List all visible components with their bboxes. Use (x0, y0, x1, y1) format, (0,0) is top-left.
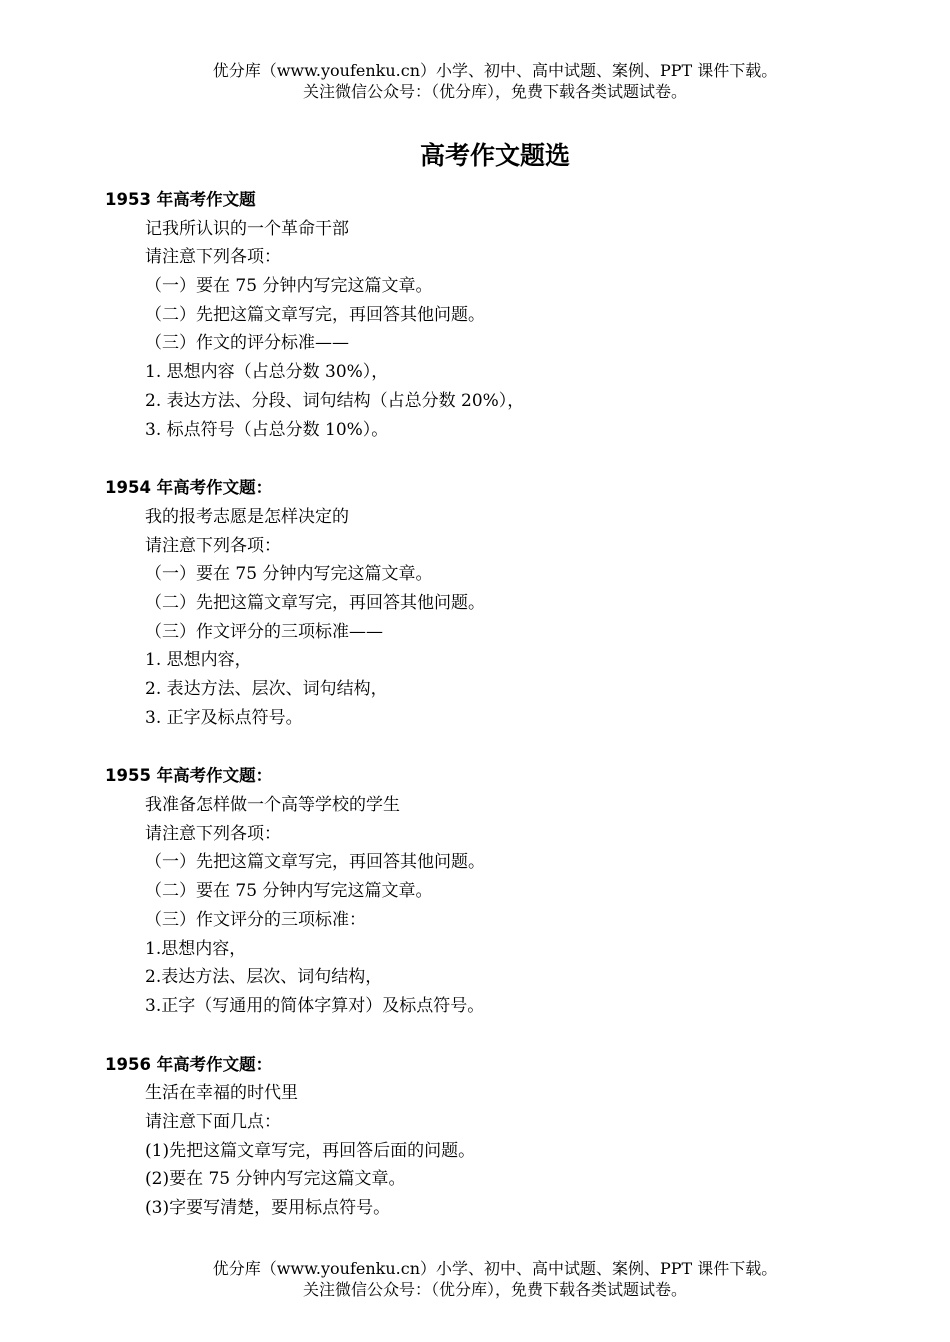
criteria-line: 1. 思想内容（占总分数 30%）， (145, 362, 389, 383)
instruction-line: (3)字要写清楚，要用标点符号。 (145, 1198, 391, 1218)
essay-topic: 我准备怎样做一个高等学校的学生 (145, 795, 400, 816)
instruction-line: （三）作文评分的三项标准—— (145, 621, 383, 642)
document-title: 高考作文题选 (419, 141, 570, 170)
instruction-line: （三）作文评分的三项标准： (145, 909, 366, 930)
criteria-line: 3. 标点符号（占总分数 10%）。 (145, 419, 389, 440)
section-heading: 1956 年高考作文题： (105, 1054, 273, 1074)
instruction-line: 请注意下面几点： (145, 1111, 281, 1132)
instruction-line: (1)先把这篇文章写完，再回答后面的问题。 (145, 1140, 476, 1161)
instruction-line: 请注意下列各项： (145, 535, 281, 556)
essay-topic: 生活在幸福的时代里 (145, 1083, 298, 1104)
criteria-line: 3. 正字及标点符号。 (145, 707, 303, 728)
section-1956 (105, 1051, 905, 1223)
instruction-line: (2)要在 75 分钟内写完这篇文章。 (145, 1169, 406, 1190)
criteria-line: 2.表达方法、层次、词句结构， (145, 967, 383, 988)
instruction-line: （二）要在 75 分钟内写完这篇文章。 (145, 881, 433, 902)
section-1953 (105, 186, 905, 444)
essay-topic: 我的报考志愿是怎样决定的 (145, 506, 349, 527)
section-1954 (105, 474, 905, 732)
criteria-line: 1. 思想内容， (145, 650, 252, 671)
instruction-line: （一）要在 75 分钟内写完这篇文章。 (145, 564, 433, 585)
essay-topic: 记我所认识的一个革命干部 (145, 218, 349, 239)
instruction-line: 请注意下列各项： (145, 823, 281, 844)
document-body (105, 186, 905, 1253)
section-heading: 1953 年高考作文题 (105, 190, 256, 209)
criteria-line: 2. 表达方法、分段、词句结构（占总分数 20%）， (145, 390, 525, 411)
footer-line-2: 关注微信公众号：（优分库），免费下载各类试题试卷。 (302, 1280, 687, 1299)
page-header (0, 60, 950, 102)
instruction-line: （二）先把这篇文章写完，再回答其他问题。 (145, 592, 485, 613)
instruction-line: 请注意下列各项： (145, 247, 281, 268)
section-heading: 1954 年高考作文题： (105, 478, 273, 498)
header-line-2: 关注微信公众号：（优分库），免费下载各类试题试卷。 (302, 82, 687, 101)
instruction-line: （一）要在 75 分钟内写完这篇文章。 (145, 276, 433, 297)
criteria-line: 1.思想内容， (145, 938, 247, 959)
instruction-line: （三）作文的评分标准—— (145, 333, 349, 354)
header-line-1: 优分库（www.youfenku.cn）小学、初中、高中试题、案例、PPT 课件下载。 (212, 61, 778, 80)
section-1955 (105, 762, 905, 1020)
instruction-line: （一）先把这篇文章写完，再回答其他问题。 (145, 852, 485, 873)
page-footer (0, 1258, 950, 1300)
criteria-line: 2. 表达方法、层次、词句结构， (145, 679, 388, 699)
section-heading: 1955 年高考作文题： (105, 766, 273, 786)
criteria-line: 3.正字（写通用的简体字算对）及标点符号。 (145, 995, 485, 1016)
instruction-line: （二）先把这篇文章写完，再回答其他问题。 (145, 304, 485, 325)
footer-line-1: 优分库（www.youfenku.cn）小学、初中、高中试题、案例、PPT 课件下载。 (212, 1259, 778, 1278)
